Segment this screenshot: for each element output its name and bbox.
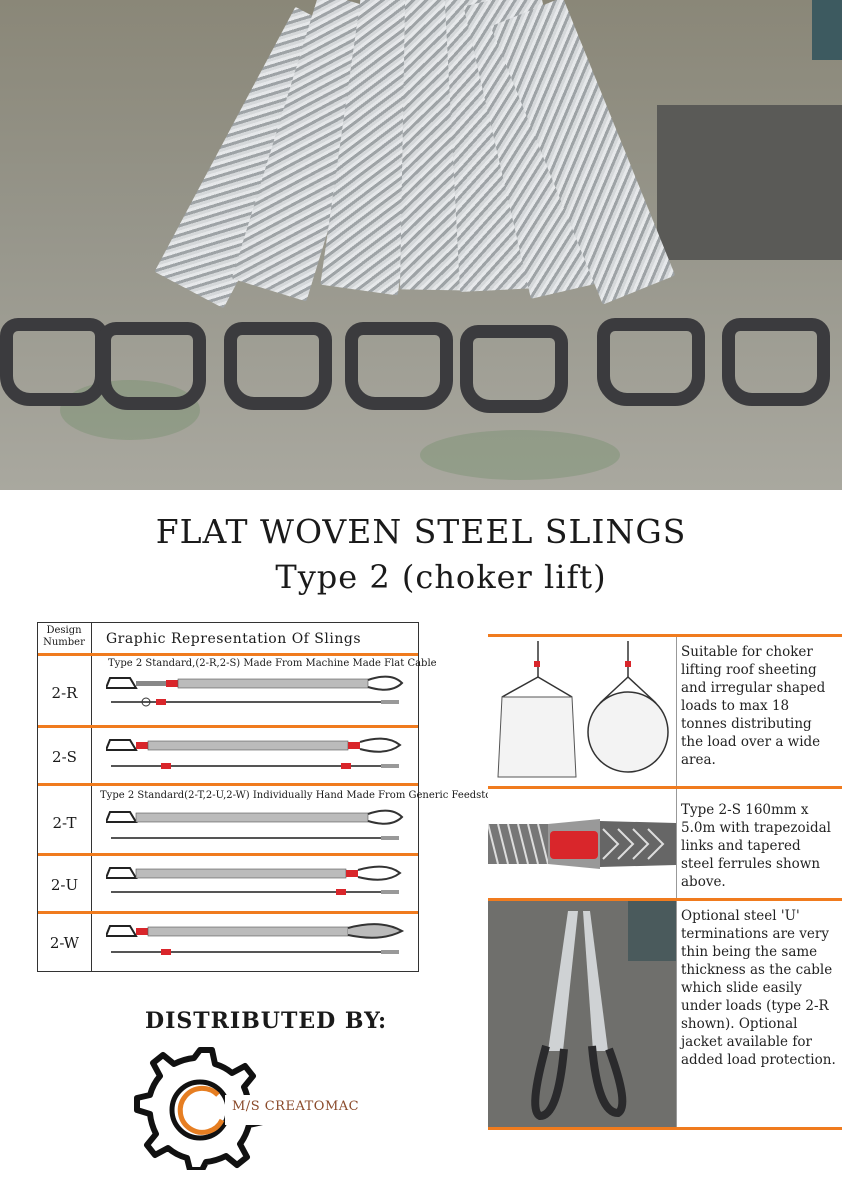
choker-diagram: [488, 637, 677, 786]
design-code: 2-U: [50, 876, 79, 894]
info-panel: [488, 898, 842, 1128]
trapezoidal-link: [0, 318, 108, 406]
trapezoidal-link: [722, 318, 830, 406]
design-code: 2-T: [52, 814, 77, 832]
page-title: FLAT WOVEN STEEL SLINGS: [155, 512, 687, 551]
panel-text: Optional steel 'U' terminations are very thin being the same thickness as the cable which slide easily under loads (type 2-R shown). Optional jacket available for added load protection.: [681, 908, 836, 1068]
row-caption: Type 2 Standard,(2-R,2-S) Made From Machine Made Flat Cable: [108, 658, 437, 669]
trapezoidal-link: [224, 322, 332, 410]
sling-design-table: [37, 622, 503, 972]
panel-text: Suitable for choker lifting roof sheeting and irregular shaped loads to max 18 tonnes distributing the load over a wide area.: [681, 644, 826, 768]
company-name: M/S CREATOMAC: [232, 1099, 360, 1114]
page-subtitle: Type 2 (choker lift): [275, 558, 607, 596]
header-graphic: Graphic Representation Of Slings: [106, 631, 362, 647]
table-row: [38, 914, 418, 972]
info-panel: [488, 634, 842, 786]
table-row: [38, 728, 418, 786]
floor-stain: [420, 430, 620, 480]
ferrule-closeup: [488, 789, 677, 898]
trapezoidal-link: [597, 318, 705, 406]
table-row: [38, 856, 418, 914]
info-panel: [488, 786, 842, 898]
design-code: 2-S: [52, 748, 77, 766]
table-row: [38, 654, 437, 728]
sling-drawing: [106, 674, 406, 712]
table-header: [38, 623, 418, 656]
sling-drawing: [106, 864, 406, 902]
trapezoidal-link: [460, 325, 568, 413]
table-row: [38, 786, 503, 856]
header-design-number: Design Number: [43, 625, 85, 648]
u-termination-photo: [488, 901, 677, 1128]
trapezoidal-link: [98, 322, 206, 410]
design-code: 2-W: [49, 934, 80, 952]
row-caption: Type 2 Standard(2-T,2-U,2-W) Individually Hand Made From Generic Feedstock: [100, 790, 503, 801]
design-code: 2-R: [51, 684, 78, 702]
machine-edge: [812, 0, 842, 60]
sling-drawing: [106, 922, 406, 960]
distributed-by-label: DISTRIBUTED BY:: [145, 1008, 388, 1034]
sling-drawing: [106, 808, 406, 846]
hero-photo: [0, 0, 842, 490]
trapezoidal-link: [345, 322, 453, 410]
panel-text: Type 2-S 160mm x 5.0m with trapezoidal links and tapered steel ferrules shown above.: [681, 802, 831, 890]
panel-divider: [488, 1127, 842, 1130]
sling-drawing: [106, 736, 406, 774]
floor-mat: [657, 105, 842, 260]
